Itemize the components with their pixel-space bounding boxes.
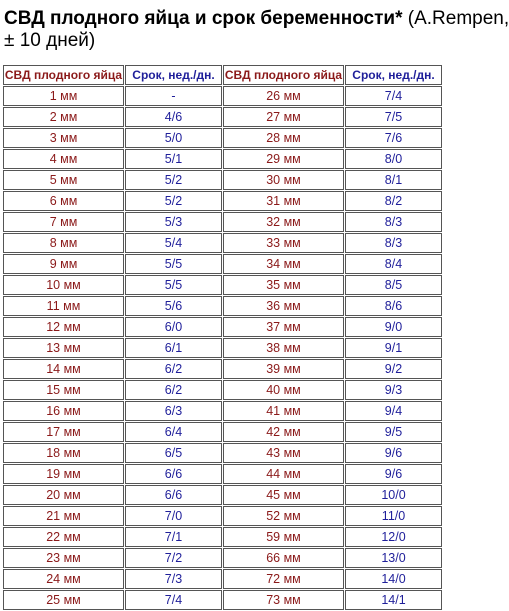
cell-size-left: 1 мм [3,86,124,106]
cell-term-left: 7/1 [125,527,222,547]
cell-term-right: 9/4 [345,401,442,421]
table-row [3,317,442,337]
cell-size-right: 35 мм [223,275,344,295]
cell-size-left: 11 мм [3,296,124,316]
table-row [3,527,442,547]
cell-size-left: 2 мм [3,107,124,127]
table-row [3,86,442,106]
cell-term-left: 5/2 [125,191,222,211]
cell-term-right: 8/0 [345,149,442,169]
cell-term-left: 6/2 [125,359,222,379]
table-row [3,548,442,568]
cell-size-right: 36 мм [223,296,344,316]
cell-size-left: 3 мм [3,128,124,148]
cell-size-right: 59 мм [223,527,344,547]
cell-term-left: 5/4 [125,233,222,253]
cell-term-left: 6/3 [125,401,222,421]
table-row [3,149,442,169]
cell-term-left: - [125,86,222,106]
cell-size-left: 18 мм [3,443,124,463]
cell-term-left: 6/6 [125,485,222,505]
cell-size-right: 72 мм [223,569,344,589]
cell-size-right: 31 мм [223,191,344,211]
cell-term-right: 9/6 [345,443,442,463]
table-row [3,296,442,316]
table-header-row [3,65,442,85]
cell-size-right: 29 мм [223,149,344,169]
cell-term-left: 6/4 [125,422,222,442]
table-row [3,359,442,379]
cell-term-right: 8/6 [345,296,442,316]
cell-size-left: 20 мм [3,485,124,505]
cell-size-right: 33 мм [223,233,344,253]
table-row [3,401,442,421]
cell-size-right: 34 мм [223,254,344,274]
gestational-sac-table [2,64,443,611]
cell-term-right: 9/1 [345,338,442,358]
cell-term-right: 14/1 [345,590,442,610]
table-row [3,380,442,400]
table-row [3,107,442,127]
table-body [3,86,442,610]
cell-size-right: 44 мм [223,464,344,484]
table-row [3,254,442,274]
cell-term-right: 8/5 [345,275,442,295]
cell-size-right: 66 мм [223,548,344,568]
table-row [3,464,442,484]
cell-term-left: 6/5 [125,443,222,463]
cell-term-right: 9/5 [345,422,442,442]
cell-size-right: 28 мм [223,128,344,148]
cell-size-left: 25 мм [3,590,124,610]
cell-term-left: 7/0 [125,506,222,526]
cell-size-left: 19 мм [3,464,124,484]
cell-term-right: 9/0 [345,317,442,337]
cell-term-right: 14/0 [345,569,442,589]
cell-size-left: 4 мм [3,149,124,169]
title-line-1 [4,8,494,30]
cell-term-left: 6/6 [125,464,222,484]
cell-size-left: 24 мм [3,569,124,589]
cell-size-right: 37 мм [223,317,344,337]
table-row [3,338,442,358]
cell-size-left: 23 мм [3,548,124,568]
cell-term-right: 8/3 [345,233,442,253]
cell-size-left: 21 мм [3,506,124,526]
cell-term-right: 7/4 [345,86,442,106]
cell-size-right: 45 мм [223,485,344,505]
cell-term-left: 7/3 [125,569,222,589]
table-row [3,590,442,610]
table-row [3,569,442,589]
cell-size-left: 16 мм [3,401,124,421]
cell-size-right: 42 мм [223,422,344,442]
title-normal-text: (A.Rempen, [403,8,509,29]
table-row [3,212,442,232]
cell-term-left: 6/1 [125,338,222,358]
cell-term-right: 9/3 [345,380,442,400]
cell-term-right: 7/5 [345,107,442,127]
cell-term-right: 9/2 [345,359,442,379]
cell-size-right: 39 мм [223,359,344,379]
cell-term-right: 8/4 [345,254,442,274]
cell-term-left: 5/5 [125,275,222,295]
cell-size-left: 5 мм [3,170,124,190]
cell-size-right: 30 мм [223,170,344,190]
table-row [3,506,442,526]
cell-term-right: 8/1 [345,170,442,190]
cell-term-right: 8/3 [345,212,442,232]
cell-size-left: 10 мм [3,275,124,295]
cell-term-right: 7/6 [345,128,442,148]
cell-term-left: 5/5 [125,254,222,274]
table-row [3,275,442,295]
cell-term-left: 4/6 [125,107,222,127]
cell-term-right: 9/6 [345,464,442,484]
cell-size-left: 7 мм [3,212,124,232]
cell-term-left: 7/4 [125,590,222,610]
table-row [3,170,442,190]
table-row [3,191,442,211]
cell-size-right: 40 мм [223,380,344,400]
cell-term-right: 11/0 [345,506,442,526]
cell-term-left: 5/0 [125,128,222,148]
cell-size-right: 26 мм [223,86,344,106]
cell-size-left: 22 мм [3,527,124,547]
cell-term-right: 8/2 [345,191,442,211]
table-row [3,128,442,148]
cell-size-left: 6 мм [3,191,124,211]
cell-size-right: 73 мм [223,590,344,610]
cell-size-right: 38 мм [223,338,344,358]
table-row [3,443,442,463]
cell-term-right: 10/0 [345,485,442,505]
cell-term-left: 6/2 [125,380,222,400]
table-row [3,485,442,505]
cell-term-left: 5/6 [125,296,222,316]
cell-size-left: 8 мм [3,233,124,253]
page-title [4,8,494,52]
title-bold-text: СВД плодного яйца и срок беременности* [4,8,403,29]
cell-size-left: 14 мм [3,359,124,379]
title-line-2: ± 10 дней) [4,30,494,52]
cell-term-left: 5/3 [125,212,222,232]
header-term-1: Срок, нед./дн. [125,65,222,85]
cell-size-right: 27 мм [223,107,344,127]
cell-term-right: 12/0 [345,527,442,547]
cell-size-left: 17 мм [3,422,124,442]
cell-term-left: 7/2 [125,548,222,568]
cell-size-right: 32 мм [223,212,344,232]
cell-size-right: 52 мм [223,506,344,526]
cell-size-left: 13 мм [3,338,124,358]
cell-term-right: 13/0 [345,548,442,568]
cell-size-left: 9 мм [3,254,124,274]
header-size-1: СВД плодного яйца [3,65,124,85]
header-term-2: Срок, нед./дн. [345,65,442,85]
cell-size-left: 15 мм [3,380,124,400]
cell-term-left: 5/1 [125,149,222,169]
cell-term-left: 5/2 [125,170,222,190]
cell-size-right: 43 мм [223,443,344,463]
cell-term-left: 6/0 [125,317,222,337]
cell-size-right: 41 мм [223,401,344,421]
table-row [3,422,442,442]
table-row [3,233,442,253]
header-size-2: СВД плодного яйца [223,65,344,85]
cell-size-left: 12 мм [3,317,124,337]
